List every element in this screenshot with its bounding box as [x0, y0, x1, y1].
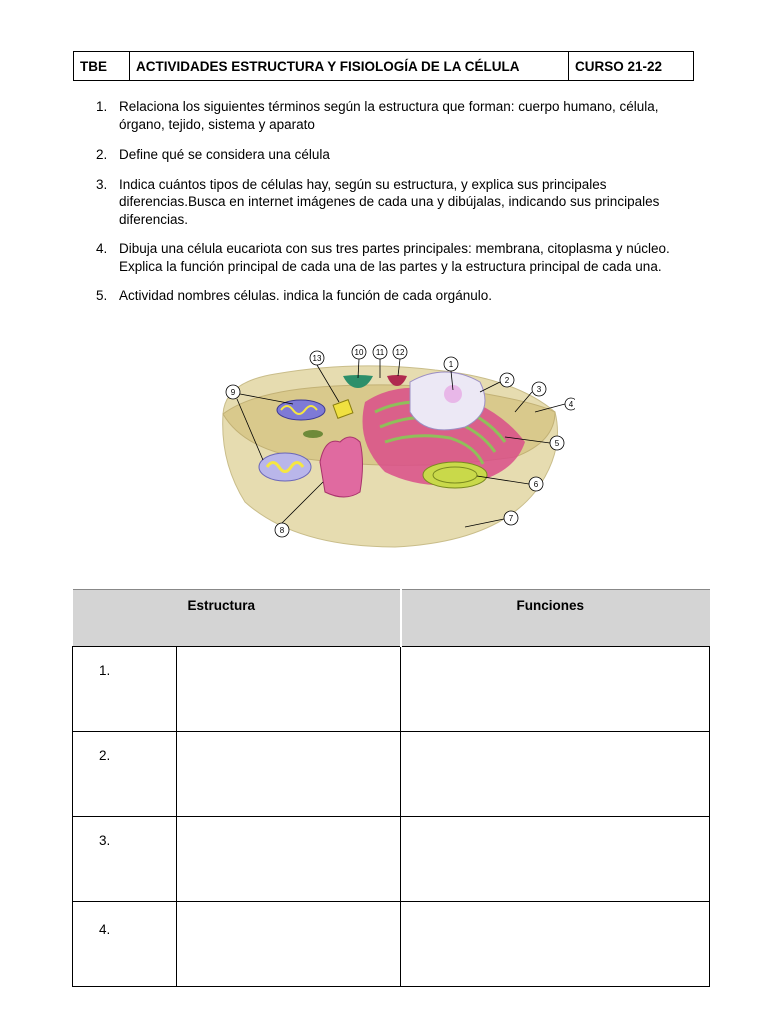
row-number: 2. — [73, 732, 177, 817]
list-item: 2. Define qué se considera una célula — [96, 147, 330, 162]
row-number: 1. — [73, 647, 177, 732]
label-6: 6 — [533, 480, 539, 489]
funciones-cell[interactable] — [401, 817, 710, 902]
label-3: 3 — [536, 385, 542, 394]
funciones-cell[interactable] — [401, 647, 710, 732]
label-12: 12 — [395, 348, 405, 357]
estructura-cell[interactable] — [176, 647, 400, 732]
table-row — [73, 732, 710, 817]
label-13: 13 — [312, 354, 322, 363]
list-item: 4. Dibuja una célula eucariota con sus tres partes principales: membrana, citoplasma y núcleo. Explica la función principal de cada una de las partes y la estructura principal de cada una. — [96, 241, 670, 274]
animal-cell-diagram — [215, 342, 575, 552]
row-number: 3. — [73, 817, 177, 902]
label-2: 2 — [504, 376, 510, 385]
course-year: CURSO 21-22 — [575, 58, 663, 74]
row-number: 4. — [73, 902, 177, 987]
activity-list — [0, 98, 768, 317]
estructura-cell[interactable] — [176, 902, 400, 987]
label-8: 8 — [279, 526, 285, 535]
estructura-cell[interactable] — [176, 732, 400, 817]
header-table — [73, 51, 694, 81]
table-row — [73, 817, 710, 902]
label-11: 11 — [375, 348, 385, 357]
funciones-cell[interactable] — [401, 732, 710, 817]
course-code: TBE — [74, 52, 130, 80]
funciones-cell[interactable] — [401, 902, 710, 987]
page-title: ACTIVIDADES ESTRUCTURA Y FISIOLOGÍA DE LA CÉLULA — [130, 52, 569, 80]
list-item: 5. Actividad nombres células. indica la función de cada orgánulo. — [96, 288, 492, 303]
list-item: 3. Indica cuántos tipos de células hay, según su estructura, y explica sus principales diferencias.Busca en internet imágenes de cada una y dibújalas, indicando sus principales diferencias. — [96, 176, 660, 227]
estructura-cell[interactable] — [176, 817, 400, 902]
column-header-estructura: Estructura — [73, 590, 401, 647]
structure-function-table — [72, 589, 710, 987]
label-1: 1 — [448, 360, 454, 369]
label-4: 4 — [568, 400, 574, 409]
list-item: 1. Relaciona los siguientes términos según la estructura que forman: cuerpo humano, célula, órgano, tejido, sistema y aparato — [96, 99, 659, 132]
label-7: 7 — [508, 514, 514, 523]
table-row — [73, 902, 710, 987]
label-5: 5 — [554, 439, 560, 448]
table-row — [73, 647, 710, 732]
label-10: 10 — [354, 348, 364, 357]
column-header-funciones: Funciones — [401, 590, 710, 647]
label-9: 9 — [230, 388, 236, 397]
